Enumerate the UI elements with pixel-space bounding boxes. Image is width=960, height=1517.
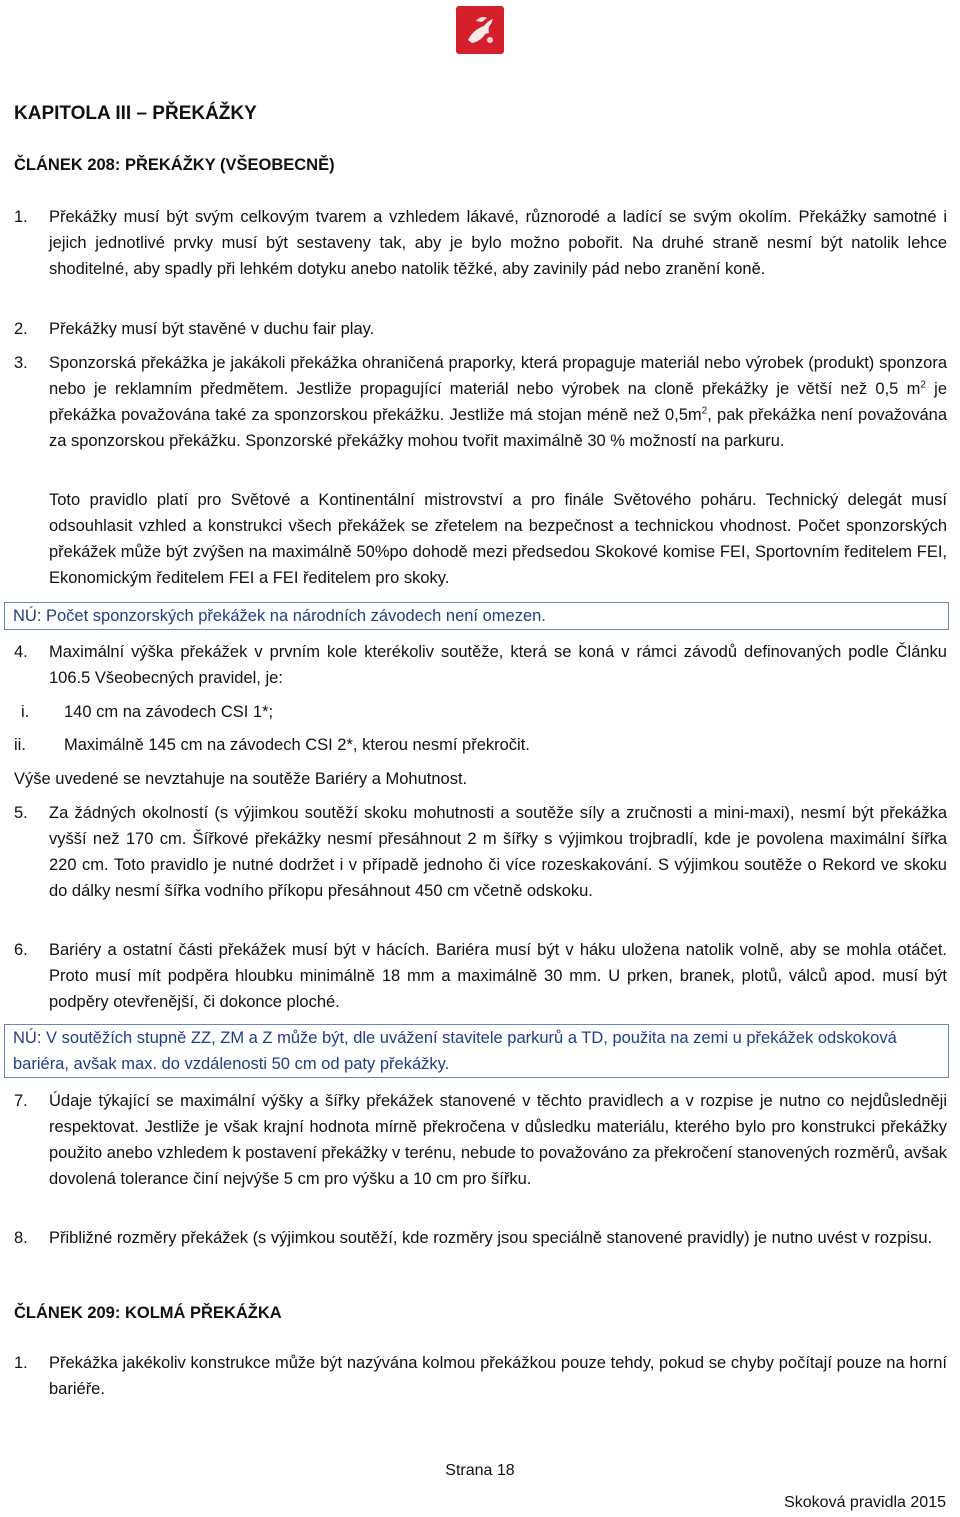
paragraph-number: 5. bbox=[14, 804, 28, 822]
article-209-title: ČLÁNEK 209: KOLMÁ PŘEKÁŽKA bbox=[14, 1304, 282, 1322]
document-title: Skoková pravidla 2015 bbox=[784, 1494, 946, 1511]
paragraph-text: Údaje týkající se maximální výšky a šířky překážek stanovené v těchto pravidlech a v rozpise je nutno co nejdůsledněji respektovat. Jestliže je však krajní hodnota mírně překročena v důsledku materiálu, kterého bylo pro konstrukci překážky použito anebo vzhledem k postavení překážky v terénu, nebude to považováno za překročení stanovených rozměrů, avšak dovolená tolerance činí nejvýše 5 cm pro výšku a 10 cm pro šířku. bbox=[49, 1092, 947, 1188]
paragraph-number: 6. bbox=[14, 941, 28, 959]
paragraph-7 bbox=[14, 1088, 947, 1192]
fei-horse-logo-icon bbox=[456, 6, 504, 54]
paragraph-4 bbox=[14, 639, 947, 691]
paragraph-3-continuation: Toto pravidlo platí pro Světové a Kontinentální mistrovství a pro finále Světového poháru. Technický delegát musí odsouhlasit vzhled a konstrukci všech překážek se zřetelem na bezpečnost a technickou vhodnost. Počet sponzorských překážek může být zvýšen na maximálně 50%po dohodě mezi předsedou Skokové komise FEI, Sportovním ředitelem FEI, Ekonomickým ředitelem FEI a FEI ředitelem pro skoky. bbox=[49, 491, 947, 587]
paragraph-4-note: Výše uvedené se nevztahuje na soutěže Bariéry a Mohutnost. bbox=[14, 770, 468, 788]
paragraph-6 bbox=[14, 937, 947, 1015]
paragraph-text: Maximální výška překážek v prvním kole kterékoliv soutěže, která se koná v rámci závodů definovaných podle Článku 106.5 Všeobecných pravidel, je: bbox=[49, 643, 947, 687]
paragraph-number: 2. bbox=[14, 320, 28, 338]
paragraph-number: 1. bbox=[14, 1354, 28, 1372]
sub-item-number: ii. bbox=[14, 736, 26, 754]
paragraph-text: Překážky musí být stavěné v duchu fair play. bbox=[49, 320, 375, 338]
article-209-paragraph-1 bbox=[14, 1350, 947, 1402]
paragraph-text: Sponzorská překážka je jakákoli překážka ohraničená praporky, která propaguje materiál nebo výrobek (produkt) sponzora nebo je reklamním předmětem. Jestliže propagující materiál nebo výrobek na cloně překážky je větší než 0,5 $m^2$ je překážka považována také za sponzorskou překážku. Jestliže má stojan méně než $0,5m^2$, pak překážka není považována za sponzorskou překážku. Sponzorské překážky mohou tvořit maximálně 30 % možností na parkuru. bbox=[49, 354, 947, 450]
page-number: Strana 18 bbox=[445, 1462, 515, 1479]
paragraph-text: Přibližné rozměry překážek (s výjimkou soutěží, kde rozměry jsou speciálně stanovené pravidly) je nutno uvést v rozpisu. bbox=[49, 1229, 933, 1247]
paragraph-8 bbox=[14, 1225, 947, 1251]
paragraph-2 bbox=[14, 316, 947, 342]
paragraph-number: 4. bbox=[14, 643, 28, 661]
article-208-title: ČLÁNEK 208: PŘEKÁŽKY (VŠEOBECNĚ) bbox=[14, 156, 335, 174]
paragraph-text: Za žádných okolností (s výjimkou soutěží skoku mohutnosti a soutěže síly a zručnosti a mini-maxi), nesmí být překážka vyšší než 170 cm. Šířkové překážky nesmí přesáhnout 2 m šířky s výjimkou trojbradlí, kde je povolena maximální šířka 220 cm. Toto pravidlo je nutné dodržet i v případě jednoho či více rozeskakování. S výjimkou soutěže o Rekord ve skoku do dálky nesmí šířka vodního příkopu přesáhnout 450 cm včetně odskoku. bbox=[49, 804, 947, 900]
paragraph-number: 3. bbox=[14, 354, 28, 372]
sub-item-number: i. bbox=[21, 703, 30, 721]
national-rule-note-2: NÚ: V soutěžích stupně ZZ, ZM a Z může být, dle uvážení stavitele parkurů a TD, použita na zemi u překážek odskoková bariéra, avšak max. do vzdálenosti 50 cm od paty překážky. bbox=[4, 1024, 949, 1078]
paragraph-5 bbox=[14, 800, 947, 904]
paragraph-number: 8. bbox=[14, 1229, 28, 1247]
sub-item-text: Maximálně 145 cm na závodech CSI 2*, kterou nesmí překročit. bbox=[64, 736, 530, 754]
national-rule-note-1: NÚ: Počet sponzorských překážek na národních závodech není omezen. bbox=[4, 602, 949, 630]
paragraph-1 bbox=[14, 204, 947, 282]
paragraph-3 bbox=[14, 350, 947, 454]
chapter-title: KAPITOLA III – PŘEKÁŽKY bbox=[14, 103, 257, 124]
paragraph-text: Překážky musí být svým celkovým tvarem a vzhledem lákavé, různorodé a ladící se svým okolím. Překážky samotné i jejich jednotlivé prvky musí být sestaveny tak, aby je bylo možno pobořit. Na druhé straně nesmí být natolik lehce shoditelné, aby spadly při lehkém dotyku anebo natolik těžké, aby zavinily pád nebo zranění koně. bbox=[49, 208, 947, 278]
paragraph-number: 7. bbox=[14, 1092, 28, 1110]
paragraph-text: Bariéry a ostatní části překážek musí být v hácích. Bariéra musí být v háku uložena natolik volně, aby se mohla otáčet. Proto musí mít podpěra hloubku minimálně 18 mm a maximálně 30 mm. U prken, branek, plotů, válců apod. musí být podpěry otevřenější, či dokonce ploché. bbox=[49, 941, 947, 1011]
paragraph-number: 1. bbox=[14, 208, 28, 226]
sub-item-text: 140 cm na závodech CSI 1*; bbox=[64, 703, 274, 721]
paragraph-text: Překážka jakékoliv konstrukce může být nazývána kolmou překážkou pouze tehdy, pokud se chyby počítají pouze na horní bariéře. bbox=[49, 1354, 947, 1398]
